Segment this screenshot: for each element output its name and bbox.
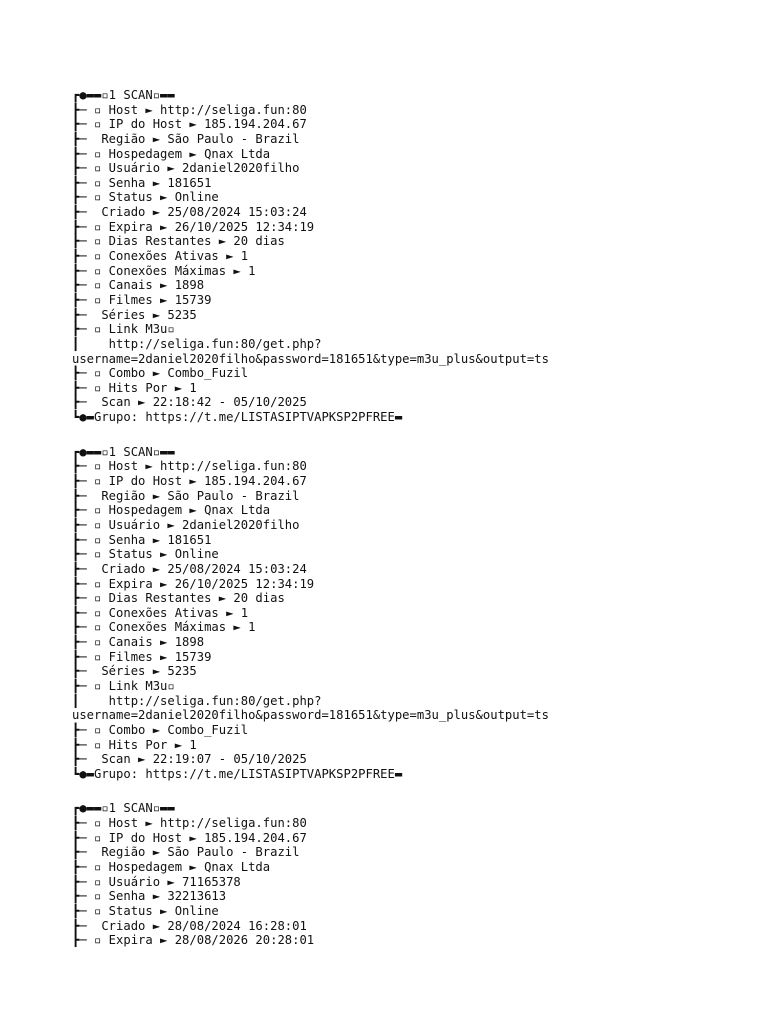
m3u-link-url-part2: username=2daniel2020filho&password=181651&type=m3u_plus&output=ts — [72, 708, 549, 723]
host-line: ┣─ ▫ Host ► http://seliga.fun:80 — [72, 102, 307, 117]
scan-time-line: ┣─ Scan ► 22:18:42 - 05/10/2025 — [72, 395, 307, 410]
host-ip-line: ┣─ ▫ IP do Host ► 185.194.204.67 — [72, 474, 307, 489]
host-ip-line: ┣─ ▫ IP do Host ► 185.194.204.67 — [72, 117, 307, 132]
password-line: ┣─ ▫ Senha ► 181651 — [72, 532, 212, 547]
password-line: ┣─ ▫ Senha ► 181651 — [72, 175, 212, 190]
hosting-line: ┣─ ▫ Hospedagem ► Qnax Ltda — [72, 503, 271, 518]
scan-time-line: ┣─ Scan ► 22:19:07 - 05/10/2025 — [72, 752, 307, 767]
m3u-link-url-part1: ┃ http://seliga.fun:80/get.php? — [72, 693, 322, 708]
group-link-line: ┗●▬Grupo: https://t.me/LISTASIPTVAPKSP2PFREE▬ — [72, 766, 403, 781]
scan-header: ┏●▬▬▫1 SCAN▫▬▬ — [72, 88, 175, 102]
expires-line: ┣─ ▫ Expira ► 28/08/2026 20:28:01 — [72, 933, 315, 948]
created-line: ┣─ Criado ► 28/08/2024 16:28:01 — [72, 918, 307, 933]
status-line: ┣─ ▫ Status ► Online — [72, 547, 219, 562]
m3u-link-label: ┣─ ▫ Link M3u▫ — [72, 322, 175, 337]
scan-header: ┏●▬▬▫1 SCAN▫▬▬ — [72, 801, 175, 816]
series-line: ┣─ Séries ► 5235 — [72, 307, 197, 322]
scan-block-2 — [72, 445, 752, 782]
created-line: ┣─ Criado ► 25/08/2024 15:03:24 — [72, 561, 307, 576]
max-connections-line: ┣─ ▫ Conexões Máximas ► 1 — [72, 620, 256, 635]
combo-line: ┣─ ▫ Combo ► Combo_Fuzil — [72, 722, 249, 737]
expires-line: ┣─ ▫ Expira ► 26/10/2025 12:34:19 — [72, 576, 315, 591]
hosting-line: ┣─ ▫ Hospedagem ► Qnax Ltda — [72, 146, 271, 161]
channels-line: ┣─ ▫ Canais ► 1898 — [72, 278, 205, 293]
m3u-link-url-part2: username=2daniel2020filho&password=181651&type=m3u_plus&output=ts — [72, 351, 549, 366]
hosting-line: ┣─ ▫ Hospedagem ► Qnax Ltda — [72, 860, 271, 875]
scan-block-3 — [72, 801, 752, 947]
active-connections-line: ┣─ ▫ Conexões Ativas ► 1 — [72, 249, 249, 264]
channels-line: ┣─ ▫ Canais ► 1898 — [72, 635, 205, 650]
movies-line: ┣─ ▫ Filmes ► 15739 — [72, 292, 212, 307]
user-line: ┣─ ▫ Usuário ► 2daniel2020filho — [72, 161, 300, 176]
host-line: ┣─ ▫ Host ► http://seliga.fun:80 — [72, 459, 307, 474]
user-line: ┣─ ▫ Usuário ► 71165378 — [72, 874, 241, 889]
movies-line: ┣─ ▫ Filmes ► 15739 — [72, 649, 212, 664]
active-connections-line: ┣─ ▫ Conexões Ativas ► 1 — [72, 605, 249, 620]
m3u-link-url-part1: ┃ http://seliga.fun:80/get.php? — [72, 336, 322, 351]
password-line: ┣─ ▫ Senha ► 32213613 — [72, 889, 227, 904]
scan-header: ┏●▬▬▫1 SCAN▫▬▬ — [72, 444, 175, 459]
days-left-line: ┣─ ▫ Dias Restantes ► 20 dias — [72, 591, 285, 606]
m3u-link-label: ┣─ ▫ Link M3u▫ — [72, 678, 175, 693]
status-line: ┣─ ▫ Status ► Online — [72, 190, 219, 205]
region-line: ┣─ Região ► São Paulo - Brazil — [72, 488, 300, 503]
user-line: ┣─ ▫ Usuário ► 2daniel2020filho — [72, 517, 300, 532]
region-line: ┣─ Região ► São Paulo - Brazil — [72, 131, 300, 146]
hits-line: ┣─ ▫ Hits Por ► 1 — [72, 737, 197, 752]
created-line: ┣─ Criado ► 25/08/2024 15:03:24 — [72, 205, 307, 220]
group-link-line: ┗●▬Grupo: https://t.me/LISTASIPTVAPKSP2PFREE▬ — [72, 410, 403, 425]
expires-line: ┣─ ▫ Expira ► 26/10/2025 12:34:19 — [72, 219, 315, 234]
series-line: ┣─ Séries ► 5235 — [72, 664, 197, 679]
days-left-line: ┣─ ▫ Dias Restantes ► 20 dias — [72, 234, 285, 249]
region-line: ┣─ Região ► São Paulo - Brazil — [72, 845, 300, 860]
document-page — [72, 88, 752, 968]
host-line: ┣─ ▫ Host ► http://seliga.fun:80 — [72, 816, 307, 831]
combo-line: ┣─ ▫ Combo ► Combo_Fuzil — [72, 366, 249, 381]
hits-line: ┣─ ▫ Hits Por ► 1 — [72, 380, 197, 395]
max-connections-line: ┣─ ▫ Conexões Máximas ► 1 — [72, 263, 256, 278]
status-line: ┣─ ▫ Status ► Online — [72, 903, 219, 918]
host-ip-line: ┣─ ▫ IP do Host ► 185.194.204.67 — [72, 830, 307, 845]
scan-block-1 — [72, 88, 752, 425]
